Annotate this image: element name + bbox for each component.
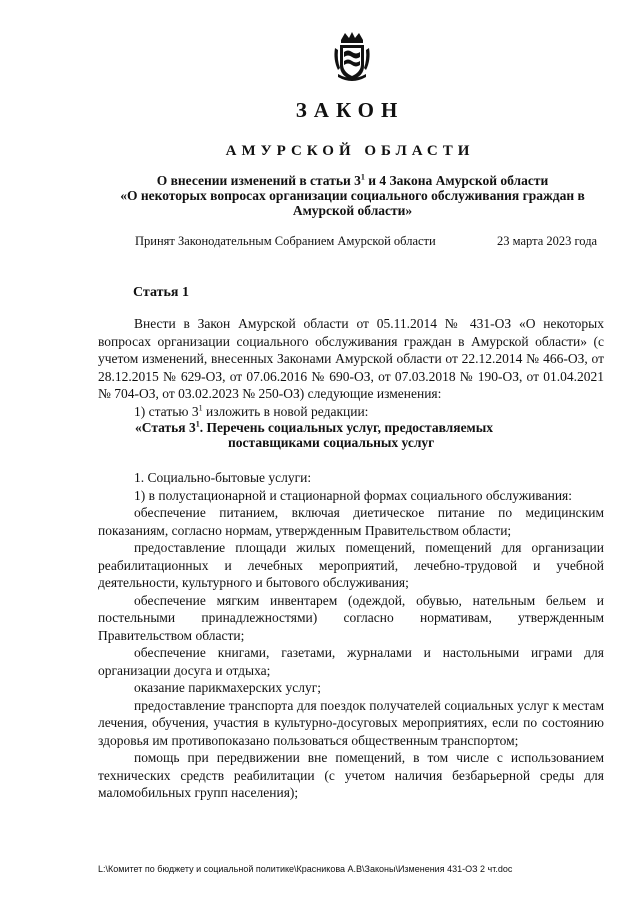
art3-text-a: «Статья 3 [135,420,196,435]
footer-file-path: L:\Комитет по бюджету и социальной политике\Красникова А.В\Законы\Изменения 431-ОЗ 2 чт.doc [98,864,513,874]
list-item: 1. Социально-бытовые услуги: [134,470,312,485]
list-item: обеспечение мягким инвентарем (одеждой, обувью, нательным бельем и постельными принадлежностями) согласно нормативам, утвержденным Правительством области; [98,592,604,643]
list-item: обеспечение питанием, включая диетическое питание по медицинским показаниям, согласно нормам, утвержденным Правительством области; [98,505,604,538]
law-subtitle [100,173,605,218]
item1-sup: 1 [198,403,203,412]
law-heading: ЗАКОН [295,98,405,122]
subtitle-sup: 1 [360,172,365,182]
art3-text-line2: поставщиками социальных услуг [228,435,435,450]
list-item: предоставление площади жилых помещений, помещений для организации реабилитационных и лечебных мероприятий, лечебно-трудовой и учебной деятельности, культурного и бытового обслуживания; [98,540,604,590]
list-item: 1) в полустационарной и стационарной формах социального обслуживания: [134,487,573,503]
paragraph-item-1 [98,403,604,421]
article-3-1-heading [98,420,604,450]
list-item: предоставление транспорта для поездок получателей социальных услуг к местам лечения, обучения, участия в культурно-досуговых мероприятиях, если по состоянию здоровья им противопоказано пользоваться общественным транспортом; [98,697,604,748]
art3-text-b: . Перечень социальных услуг, предоставляемых [199,420,494,435]
item1-text-b: изложить в новой редакции: [202,403,369,419]
law-body [98,315,604,802]
subtitle-text-a: О внесении изменений в статьи 3 [156,173,361,188]
adopted-by: Принят Законодательным Собранием Амурской области [135,234,436,248]
list-item: оказание парикмахерских услуг; [134,680,322,695]
art3-sup: 1 [195,419,200,429]
article-heading: Статья 1 [133,285,189,300]
paragraph-amendment: Внести в Закон Амурской области от 05.11.2014 № 431-ОЗ «О некоторых вопросах организации социального обслуживания граждан в Амурской области» (с учетом изменений, внесенных Законами Амурской области от 22.12.2014 № 466-ОЗ, от 28.12.2015 № 629-ОЗ, от 07.06.2016 № 690-ОЗ, от 07.03.2018 № 190-ОЗ, от 01.04.2021 № 704-ОЗ, от 03.02.2023 № 250-ОЗ) следующие изменения: [98,316,604,401]
item1-text-a: 1) статью 3 [134,403,199,419]
subtitle-text-2: «О некоторых вопросах организации социального обслуживания граждан в Амурской области» [120,188,585,218]
list-item: обеспечение книгами, газетами, журналами и настольными играми для организации досуга и отдыха; [98,645,604,678]
region-heading: АМУРСКОЙ ОБЛАСТИ [225,143,475,159]
list-item: помощь при передвижении вне помещений, в том числе с использованием технических средств реабилитации (с учетом наличия безбарьерной среды для маломобильных групп населения); [98,750,604,800]
adopted-date: 23 марта 2023 года [497,234,598,248]
subtitle-text-b: и 4 Закона Амурской области [364,173,549,188]
coat-of-arms-icon [332,30,372,82]
